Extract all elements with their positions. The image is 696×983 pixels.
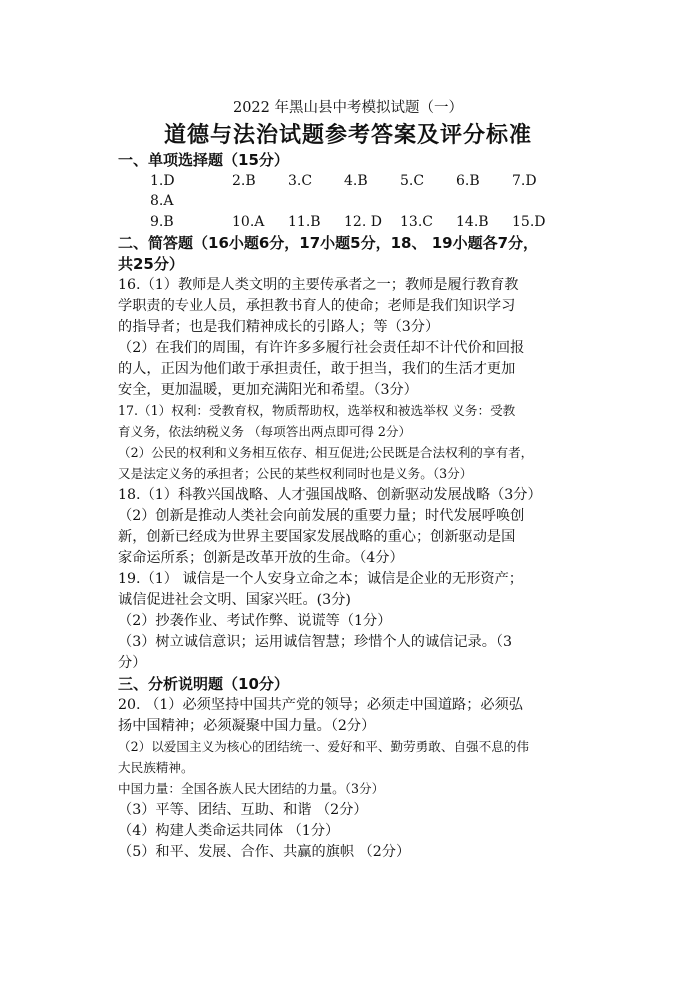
section-2-heading: 二、简答题（16小题6分，17小题5分，18、 19小题各7分， <box>118 234 539 252</box>
answer-line: （5）和平、发展、合作、共赢的旗帜 （2分） <box>118 844 411 860</box>
answer-line: 18.（1）科教兴国战略、人才强国战略、创新驱动发展战略（3分） <box>118 487 542 503</box>
answer-8: 8.A <box>150 193 174 209</box>
answer-line: （2）抄袭作业、考试作弊、说谎等（1分） <box>118 613 392 629</box>
answer-line: 19.（1） 诚信是一个人安身立命之本；诚信是企业的无形资产； <box>118 571 523 587</box>
answer-line: 学职责的专业人员，承担教书育人的使命；老师是我们知识学习 <box>118 298 516 314</box>
answer-line: 的人，正因为他们敢于承担责任，敢于担当，我们的生活才更加 <box>118 361 516 377</box>
answer-line: 新，创新已经成为世界主要国家发展战略的重心；创新驱动是国 <box>118 529 516 545</box>
answer-line: 17.（1）权利：受教育权，物质帮助权，选举权和被选举权 义务：受教 <box>118 403 516 418</box>
answer-line: （2）以爱国主义为核心的团结统一、爱好和平、勤劳勇敢、自强不息的伟 <box>118 739 530 754</box>
answer-line: （3）树立诚信意识；运用诚信智慧；珍惜个人的诚信记录。（3 <box>118 634 513 650</box>
answer-10: 10.A <box>232 214 265 230</box>
answer-7: 7.D <box>512 173 537 189</box>
answer-14: 14.B <box>456 214 489 230</box>
answer-3: 3.C <box>288 173 313 189</box>
answer-4: 4.B <box>344 173 368 189</box>
answer-line: （2）公民的权利和义务相互依存、相互促进;公民既是合法权利的享有者， <box>118 445 534 460</box>
answer-line: 安全，更加温暖，更加充满阳光和希望。（3分） <box>118 382 418 398</box>
section-2-heading-cont: 共25分） <box>118 255 184 273</box>
answer-5: 5.C <box>400 173 425 189</box>
answer-2: 2.B <box>232 173 256 189</box>
answer-11: 11.B <box>288 214 321 230</box>
answer-line: 大民族精神。 <box>118 760 194 775</box>
answer-line: 中国力量：全国各族人民大团结的力量。（3分） <box>118 781 385 796</box>
answer-line: （3）平等、团结、互助、和谐 （2分） <box>118 802 368 818</box>
answer-line: （4）构建人类命运共同体 （1分） <box>118 823 340 839</box>
exam-subtitle: 2022 年黑山县中考模拟试题（一） <box>232 100 463 116</box>
document-title: 道德与法治试题参考答案及评分标准 <box>163 123 532 148</box>
answer-1: 1.D <box>150 173 175 189</box>
answer-line: 又是法定义务的承担者；公民的某些权利同时也是义务。（3分） <box>118 466 473 481</box>
answer-line: 育义务，依法纳税义务 （每项答出两点即可得 2分） <box>118 424 412 439</box>
answer-line: （2）创新是推动人类社会向前发展的重要力量；时代发展呼唤创 <box>118 508 525 524</box>
answer-12: 12. D <box>344 214 382 230</box>
answer-13: 13.C <box>400 214 433 230</box>
answer-6: 6.B <box>456 173 480 189</box>
answer-line: 扬中国精神；必须凝聚中国力量。（2分） <box>118 718 376 734</box>
answer-line: （2）在我们的周围，有许许多多履行社会责任却不计代价和回报 <box>118 340 525 356</box>
answer-line: 的指导者；也是我们精神成长的引路人；等（3分） <box>118 319 440 335</box>
section-1-heading: 一、单项选择题（15分） <box>118 151 289 169</box>
answer-line: 家命运所系；创新是改革开放的生命。（4分） <box>118 550 404 566</box>
answer-15: 15.D <box>512 214 546 230</box>
answer-9: 9.B <box>150 214 174 230</box>
answer-line: 分） <box>118 655 147 671</box>
section-3-heading: 三、分析说明题（10分） <box>118 675 289 693</box>
answer-line: 20. （1）必须坚持中国共产党的领导；必须走中国道路；必须弘 <box>118 697 523 713</box>
answer-line: 诚信促进社会文明、国家兴旺。(3分) <box>118 592 351 608</box>
answer-line: 16.（1）教师是人类文明的主要传承者之一；教师是履行教育教 <box>118 277 519 293</box>
